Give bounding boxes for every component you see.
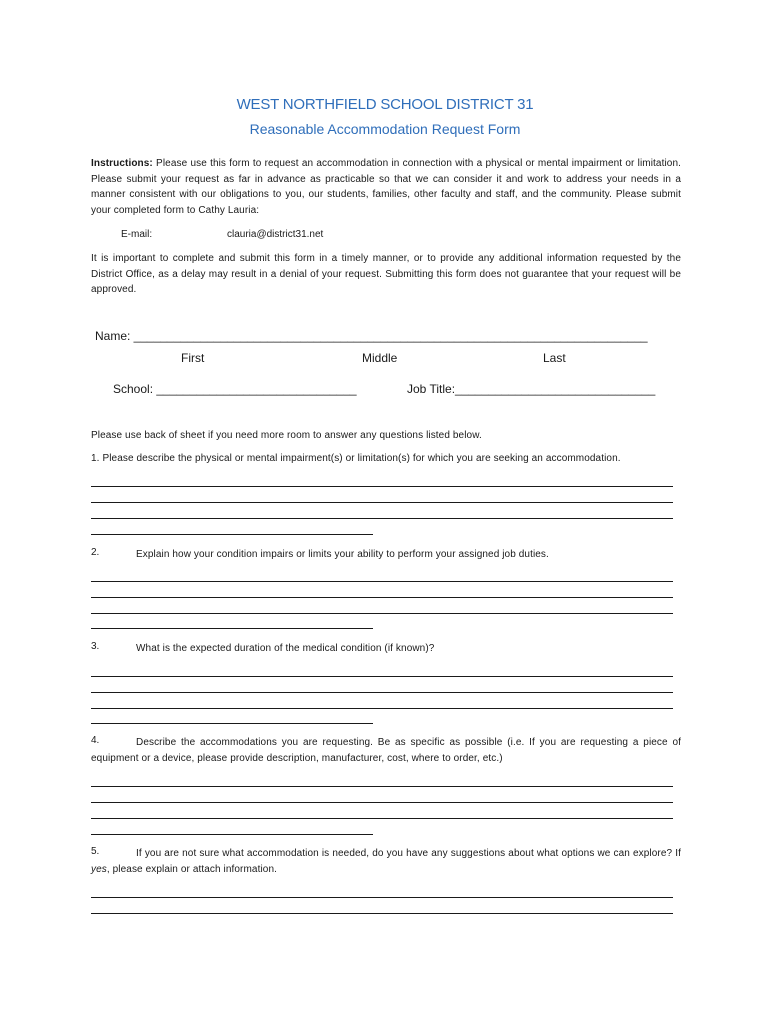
first-name-caption: First [181,351,205,365]
answer-line[interactable] [91,723,373,724]
notice-paragraph: It is important to complete and submit this form in a timely manner, or to provide any additional information requested by the District Office, as a delay may result in a denial of your request. Submitting this form does not guarantee that your request will be approved. [91,253,681,296]
question-3-number: 3. [91,641,100,652]
answer-line[interactable] [91,628,373,629]
question-1-text: Please describe the physical or mental impairment(s) or limitation(s) for which you are seeking an accommodation. [102,453,621,464]
question-5-text-b: , please explain or attach information. [106,863,277,875]
back-of-sheet-note: Please use back of sheet if you need more room to answer any questions listed below. [91,430,482,441]
answer-line[interactable] [91,676,673,677]
answer-line[interactable] [91,802,673,803]
instructions-label: Instructions: [91,158,153,169]
question-5-text-em: yes [91,863,107,875]
answer-line[interactable] [91,486,673,487]
answer-line[interactable] [91,897,673,898]
answer-line[interactable] [91,534,373,535]
answer-line[interactable] [91,581,673,582]
name-field[interactable]: Name: _____________________________________________________________________________ [95,329,648,343]
question-4-text: Describe the accommodations you are requesting. Be as specific as possible (i.e. If you are requesting a piece of equipment or a device, please provide description, manufacturer, cost, where to order, etc.) [91,737,681,764]
answer-line[interactable] [91,708,673,709]
answer-line[interactable] [91,834,373,835]
last-name-caption: Last [543,351,566,365]
district-title: WEST NORTHFIELD SCHOOL DISTRICT 31 [236,96,534,113]
answer-line[interactable] [91,818,673,819]
answer-line[interactable] [91,518,673,519]
question-4-number: 4. [91,735,100,746]
question-5-number: 5. [91,846,100,857]
answer-line[interactable] [91,913,673,914]
email-value[interactable]: clauria@district31.net [227,229,324,240]
answer-line[interactable] [91,597,673,598]
form-title: Reasonable Accommodation Request Form [249,121,521,137]
middle-name-caption: Middle [362,351,398,365]
question-5-text [91,846,681,877]
answer-line[interactable] [91,502,673,503]
question-3-text: What is the expected duration of the medical condition (if known)? [136,643,435,654]
question-2-number: 2. [91,547,100,558]
instructions-text: Please use this form to request an accommodation in connection with a physical or mental impairment or limitation. Please submit your request as far in advance as practicable so that we can consider it and work to address your needs in a manner consistent with our obligations to you, our students, families, other faculty and staff, and the community. Please submit your completed form to Cathy Lauria: [91,158,681,217]
instructions-paragraph [91,156,681,219]
question-5-text-a: If you are not sure what accommodation is needed, do you have any suggestions about what options we can explore? If [136,848,681,859]
answer-line[interactable] [91,613,673,614]
question-1 [91,451,621,467]
question-1-number: 1. [91,453,100,464]
job-title-field[interactable]: Job Title:______________________________ [407,382,656,396]
answer-line[interactable] [91,692,673,693]
school-field[interactable]: School: ______________________________ [113,382,357,396]
answer-line[interactable] [91,786,673,787]
email-label: E-mail: [121,229,153,240]
question-2-text: Explain how your condition impairs or limits your ability to perform your assigned job duties. [136,549,549,560]
